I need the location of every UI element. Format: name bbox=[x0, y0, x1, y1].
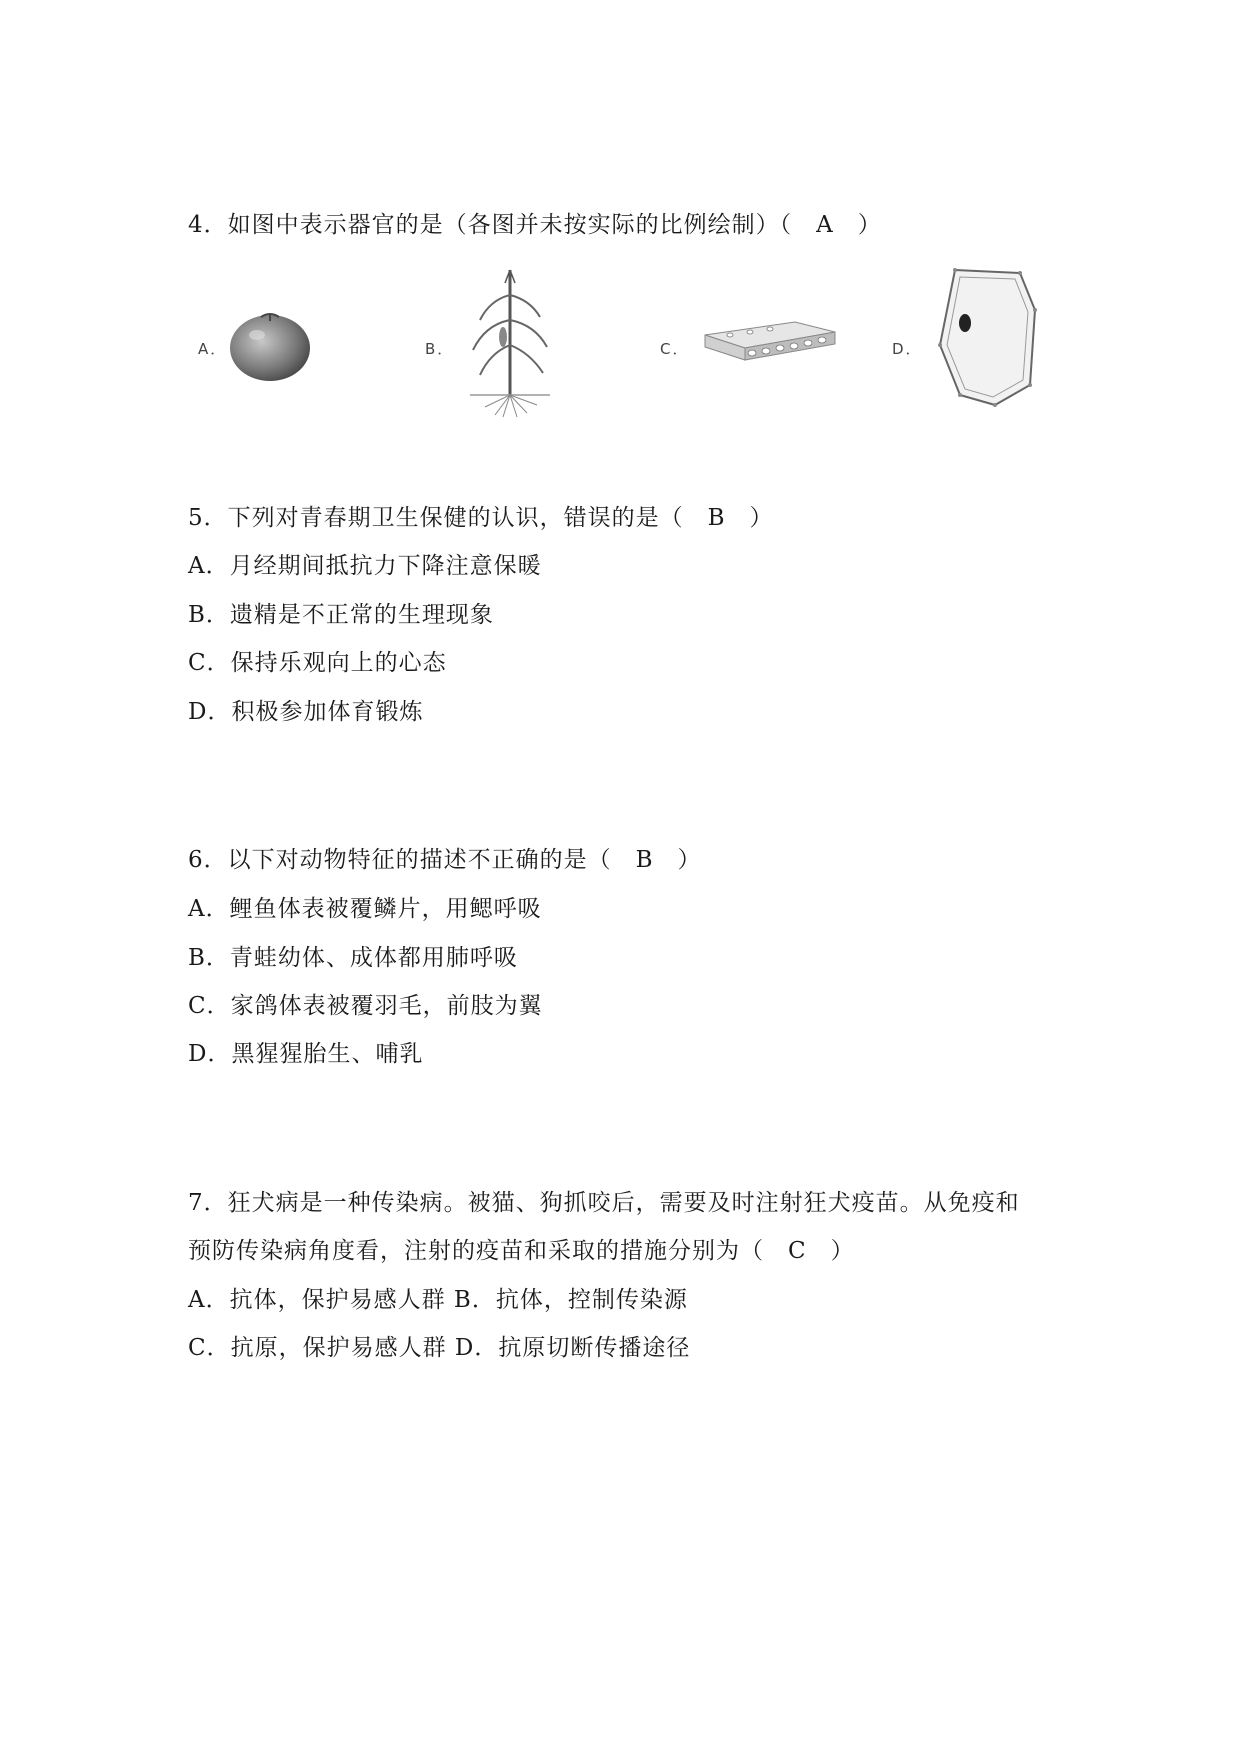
figure-c-label: C． bbox=[660, 340, 690, 358]
q5-option-d: D．积极参加体育锻炼 bbox=[188, 699, 424, 725]
q4-stem: 4．如图中表示器官的是（各图并未按实际的比例绘制）（ A ） bbox=[188, 212, 882, 238]
epithelial-tissue-icon bbox=[700, 320, 840, 370]
q5-option-c: C．保持乐观向上的心态 bbox=[188, 650, 447, 676]
q7-stem-line2: 预防传染病角度看，注射的疫苗和采取的措施分别为（ C ） bbox=[188, 1238, 855, 1264]
figure-c bbox=[660, 265, 840, 425]
q7-stem-line1: 7．狂犬病是一种传染病。被猫、狗抓咬后，需要及时注射狂犬疫苗。从免疫和 bbox=[188, 1190, 1020, 1216]
q6-option-c: C．家鸽体表被覆羽毛，前肢为翼 bbox=[188, 993, 543, 1019]
corn-plant-icon bbox=[455, 265, 565, 425]
q7-options-line2: C．抗原，保护易感人群 D．抗原切断传播途径 bbox=[188, 1335, 691, 1361]
figure-d bbox=[892, 265, 1072, 425]
q6-option-d: D．黑猩猩胎生、哺乳 bbox=[188, 1041, 424, 1067]
q4-figure-row bbox=[190, 265, 1070, 425]
q5-option-a: A．月经期间抵抗力下降注意保暖 bbox=[188, 553, 542, 579]
q6-option-b: B．青蛙幼体、成体都用肺呼吸 bbox=[188, 945, 518, 971]
figure-a-label: A． bbox=[198, 340, 228, 358]
plant-cell-icon bbox=[930, 265, 1040, 415]
figure-d-label: D． bbox=[892, 340, 923, 358]
q5-stem: 5．下列对青春期卫生保健的认识，错误的是（ B ） bbox=[188, 505, 774, 531]
q6-stem: 6．以下对动物特征的描述不正确的是（ B ） bbox=[188, 847, 702, 873]
q7-options-line1: A．抗体，保护易感人群 B．抗体，控制传染源 bbox=[188, 1287, 688, 1313]
q6-option-a: A．鲤鱼体表被覆鳞片，用鳃呼吸 bbox=[188, 896, 542, 922]
figure-b bbox=[425, 265, 565, 425]
q5-option-b: B．遗精是不正常的生理现象 bbox=[188, 602, 494, 628]
tomato-icon bbox=[225, 305, 315, 385]
figure-a bbox=[190, 265, 310, 425]
figure-b-label: B． bbox=[425, 340, 455, 358]
